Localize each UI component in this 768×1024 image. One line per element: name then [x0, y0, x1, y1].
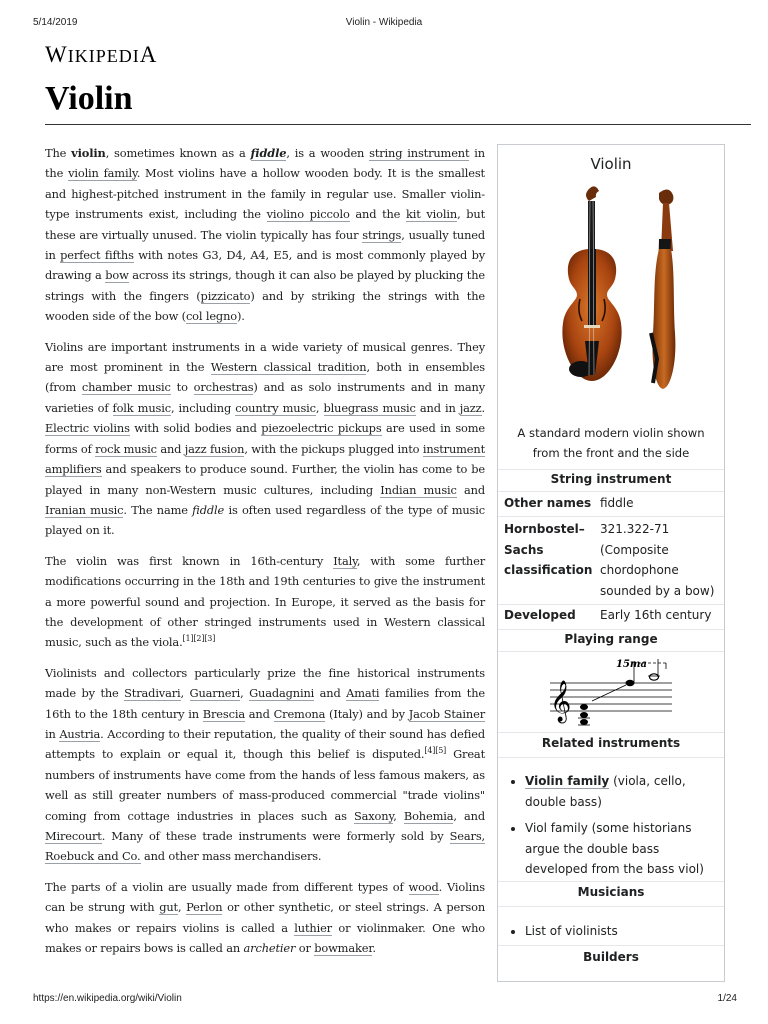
infobox-type-header[interactable]: String instrument: [550, 472, 672, 486]
text: or: [295, 941, 315, 956]
violin-front: [562, 186, 621, 381]
text: Great numbers of instruments have come from the hands of less famous makers, as well as still greater numbers of mass-produced commercial "trade violins" coming from cottage industries in places such as: [45, 747, 485, 823]
text: (viola, cello, double bass): [525, 774, 686, 809]
link-violino-piccolo[interactable]: violino piccolo: [266, 207, 350, 222]
paragraph-intro: [45, 143, 485, 327]
text: ) and as solo instruments and in many varieties of: [45, 380, 485, 415]
link-indian-music[interactable]: Indian music: [380, 482, 457, 497]
link-pizzicato[interactable]: pizzicato: [200, 288, 251, 303]
citation-4-5[interactable]: [4][5]: [424, 746, 447, 756]
infobox-separator: [498, 757, 724, 758]
treble-clef-icon: 𝄞: [550, 681, 572, 722]
link-mirecourt[interactable]: Mirecourt: [45, 829, 102, 843]
citation-1-3[interactable]: [1][2][3]: [182, 634, 216, 644]
infobox-separator: [498, 516, 724, 517]
link-violin-family[interactable]: Violin family: [525, 774, 610, 788]
print-page-number: 1/24: [717, 993, 737, 1004]
link-brescia[interactable]: Brescia: [202, 706, 245, 721]
link-string-instrument[interactable]: string instrument: [369, 146, 470, 160]
text: with notes G3, D4, A4, E5, and is most commonly played by drawing a: [45, 248, 485, 283]
text: Viol family (some historians argue the double bass developed from the bass viol): [525, 821, 704, 876]
print-date: 5/14/2019: [33, 17, 78, 28]
text: in the: [45, 146, 485, 181]
infobox-separator: [498, 732, 724, 733]
paragraph-parts: [45, 877, 485, 959]
italic-term: archetier: [243, 941, 296, 956]
other-names-value: fiddle: [600, 496, 634, 510]
link-fiddle[interactable]: fiddle: [250, 146, 287, 160]
text: Violinists and collectors particularly prize the fine historical instruments made by the: [45, 665, 485, 701]
text: , with the pickups plugged into: [244, 441, 423, 456]
text: , with some further modifications occurring in the 18th and 19th centuries to give the instrument a more powerful sound and projection. In Europe, it served as the basis for the development of other stringed instruments used in Western classical music, such as the viola.: [45, 553, 485, 650]
developed-label: Developed: [504, 608, 576, 622]
link-orchestras[interactable]: orchestras: [193, 380, 254, 395]
link-country-music[interactable]: country music: [235, 400, 316, 415]
text: across its strings, though it can also be played by plucking the strings with the fingers (: [45, 268, 485, 303]
playing-range-header: Playing range: [564, 632, 658, 646]
text: . According to their reputation, the quality of their sound has defied attempts to explain or equal it, though this belief is disputed.: [45, 726, 485, 762]
infobox-caption: Violin: [590, 155, 632, 173]
link-violin-family[interactable]: violin family: [68, 166, 137, 181]
hornbostel-label-line: classification: [504, 563, 593, 577]
musicians-list: [511, 921, 721, 942]
text: .: [372, 941, 376, 956]
text: and other mass merchandisers.: [140, 849, 322, 864]
text: and: [156, 441, 185, 456]
text: to: [170, 380, 194, 395]
text: and speakers to produce sound. Further, the violin has come to be played in many non-Western music cultures, including: [45, 462, 485, 497]
text: ).: [236, 309, 245, 324]
wordmark-first: W: [45, 42, 68, 67]
developed-value: Early 16th century: [600, 608, 712, 622]
text: or other synthetic, or steel strings. A person who makes or repairs violins is called a: [45, 900, 486, 935]
other-names-label: Other names: [504, 496, 592, 510]
text: .: [481, 400, 485, 415]
link-kit-violin[interactable]: kit violin: [406, 207, 458, 222]
link-italy[interactable]: Italy: [333, 553, 357, 568]
print-header: [0, 17, 768, 31]
text: , is a wooden: [286, 146, 370, 160]
link-cremona[interactable]: Cremona: [273, 706, 326, 721]
text: . Most violins have a hollow wooden body. It is the smallest and highest-pitched instrument in the family in regular use. Smaller violin-type instruments exist, including the: [45, 166, 485, 222]
text: , usually tuned in: [45, 227, 485, 263]
hornbostel-value[interactable]: [600, 519, 720, 601]
text: , sometimes known as a: [105, 146, 251, 160]
text: families from the 16th to the 18th century in: [45, 686, 485, 721]
link-chamber-music[interactable]: chamber music: [81, 380, 171, 395]
text: ,: [315, 400, 324, 415]
link-austria[interactable]: Austria: [59, 726, 101, 741]
hornbostel-label[interactable]: [504, 519, 592, 581]
list-item[interactable]: [525, 818, 721, 880]
link-electric-violins[interactable]: Electric violins: [45, 421, 130, 436]
text: (Italy) and by: [325, 706, 409, 721]
text: and in: [415, 400, 460, 415]
hornbostel-value-line: 321.322-71: [600, 522, 670, 536]
text: , but these are virtually unused. The violin typically has four: [45, 207, 486, 242]
text: and: [314, 686, 347, 701]
text: . The name: [123, 502, 193, 517]
text: ,: [177, 900, 187, 915]
musicians-header: Musicians: [577, 885, 645, 899]
link-jazz[interactable]: jazz: [459, 400, 482, 415]
hornbostel-label-line: Hornbostel–: [504, 522, 585, 536]
violin-image[interactable]: [531, 183, 711, 423]
text: . Violins can be strung with: [45, 879, 486, 915]
text: The: [45, 146, 72, 160]
hornbostel-label-line: Sachs: [504, 542, 544, 557]
list-item: [525, 771, 721, 812]
infobox-separator: [498, 945, 724, 946]
wikipedia-wordmark[interactable]: [45, 42, 157, 68]
title-rule: [45, 124, 751, 125]
text: , both in ensembles (from: [45, 360, 485, 395]
wordmark-middle: IKIPEDI: [67, 46, 140, 66]
link-iranian-music[interactable]: Iranian music: [45, 502, 124, 517]
page-title: Violin: [45, 80, 133, 117]
link-perlon[interactable]: Perlon: [186, 900, 223, 915]
link-amati[interactable]: Amati: [346, 686, 380, 701]
link-jazz-fusion[interactable]: jazz fusion: [184, 441, 245, 456]
link-guarneri[interactable]: Guarneri: [189, 686, 241, 701]
infobox-separator: [498, 491, 724, 492]
link-col-legno[interactable]: col legno: [185, 309, 237, 324]
text: . Many of these trade instruments were formerly sold by: [101, 829, 450, 843]
infobox-separator: [498, 881, 724, 882]
wordmark-last: A: [139, 42, 158, 67]
list-item[interactable]: [525, 921, 721, 942]
link-perfect-fifths[interactable]: perfect fifths: [60, 248, 134, 263]
link-instrument-amplifiers[interactable]: instrument amplifiers: [45, 441, 485, 477]
infobox-separator: [498, 469, 724, 470]
article-body: [45, 143, 485, 968]
italic-term: fiddle: [192, 502, 225, 517]
infobox-separator: [498, 906, 724, 907]
link-bluegrass-music[interactable]: bluegrass music: [323, 400, 416, 415]
text: ) and by striking the strings with the wooden side of the bow (: [45, 288, 485, 324]
text: are used in some forms of: [45, 421, 485, 456]
hornbostel-value-line: sounded by a bow): [600, 583, 715, 598]
link-sears-roebuck[interactable]: Sears, Roebuck and Co.: [45, 829, 485, 864]
text: ,: [393, 808, 404, 823]
text: and: [456, 482, 485, 497]
paragraph-history: [45, 551, 485, 653]
hornbostel-value-line: (Composite: [600, 542, 669, 557]
text: and the: [349, 207, 406, 222]
link-jacob-stainer[interactable]: Jacob Stainer: [408, 706, 485, 721]
text: The violin was first known in 16th-century: [45, 553, 334, 568]
text: , including: [170, 400, 236, 415]
text: or violinmaker. One who makes or repairs bows is called an: [45, 920, 485, 956]
link-bohemia[interactable]: Bohemia: [403, 808, 454, 823]
link-bow[interactable]: bow: [105, 268, 129, 283]
related-instruments-list: [511, 771, 721, 880]
text: in: [45, 726, 60, 741]
text: with solid bodies and: [129, 421, 262, 436]
link-gut[interactable]: gut: [159, 900, 178, 915]
playing-range-staff[interactable]: [546, 655, 676, 729]
print-tab-title: Violin - Wikipedia: [345, 17, 423, 28]
text: ,: [240, 686, 250, 701]
link-bowmaker[interactable]: bowmaker: [314, 941, 373, 956]
text: The parts of a violin are usually made from different types of: [45, 879, 409, 894]
print-footer: [0, 993, 768, 1007]
text: , and: [453, 808, 485, 823]
link-luthier[interactable]: luthier: [294, 920, 332, 935]
paragraph-genres: [45, 337, 485, 541]
bold-term: violin: [71, 146, 106, 160]
text: and: [244, 706, 274, 721]
related-instruments-header: Related instruments: [541, 736, 681, 750]
link-piezoelectric-pickups[interactable]: piezoelectric pickups: [261, 421, 382, 436]
link-stradivari[interactable]: Stradivari: [124, 686, 181, 701]
link-saxony[interactable]: Saxony: [353, 808, 394, 823]
text: ,: [180, 686, 190, 701]
print-url[interactable]: https://en.wikipedia.org/wiki/Violin: [33, 993, 182, 1004]
link-strings[interactable]: strings: [362, 227, 402, 242]
link-western-classical-tradition[interactable]: Western classical tradition: [210, 360, 367, 375]
link-wood[interactable]: wood: [408, 879, 439, 894]
infobox: [497, 144, 725, 982]
link-rock-music[interactable]: rock music: [95, 441, 157, 456]
violin-side: [651, 189, 675, 389]
infobox-separator: [498, 629, 724, 630]
infobox-separator: [498, 651, 724, 652]
paragraph-makers: [45, 663, 485, 867]
text: Violins are important instruments in a wide variety of musical genres. They are most prominent in the: [45, 339, 485, 375]
hornbostel-value-line: chordophone: [600, 563, 679, 577]
text: is often used regardless of the type of music played on it.: [45, 502, 485, 538]
link-list-of-violinists[interactable]: List of violinists: [525, 924, 618, 938]
infobox-image-caption: A standard modern violin shown from the front and the side: [517, 426, 705, 460]
link-guadagnini[interactable]: Guadagnini: [249, 686, 315, 701]
link-folk-music[interactable]: folk music: [112, 400, 171, 415]
builders-header: Builders: [583, 950, 639, 964]
ottava-mark: 15ma: [616, 659, 647, 670]
